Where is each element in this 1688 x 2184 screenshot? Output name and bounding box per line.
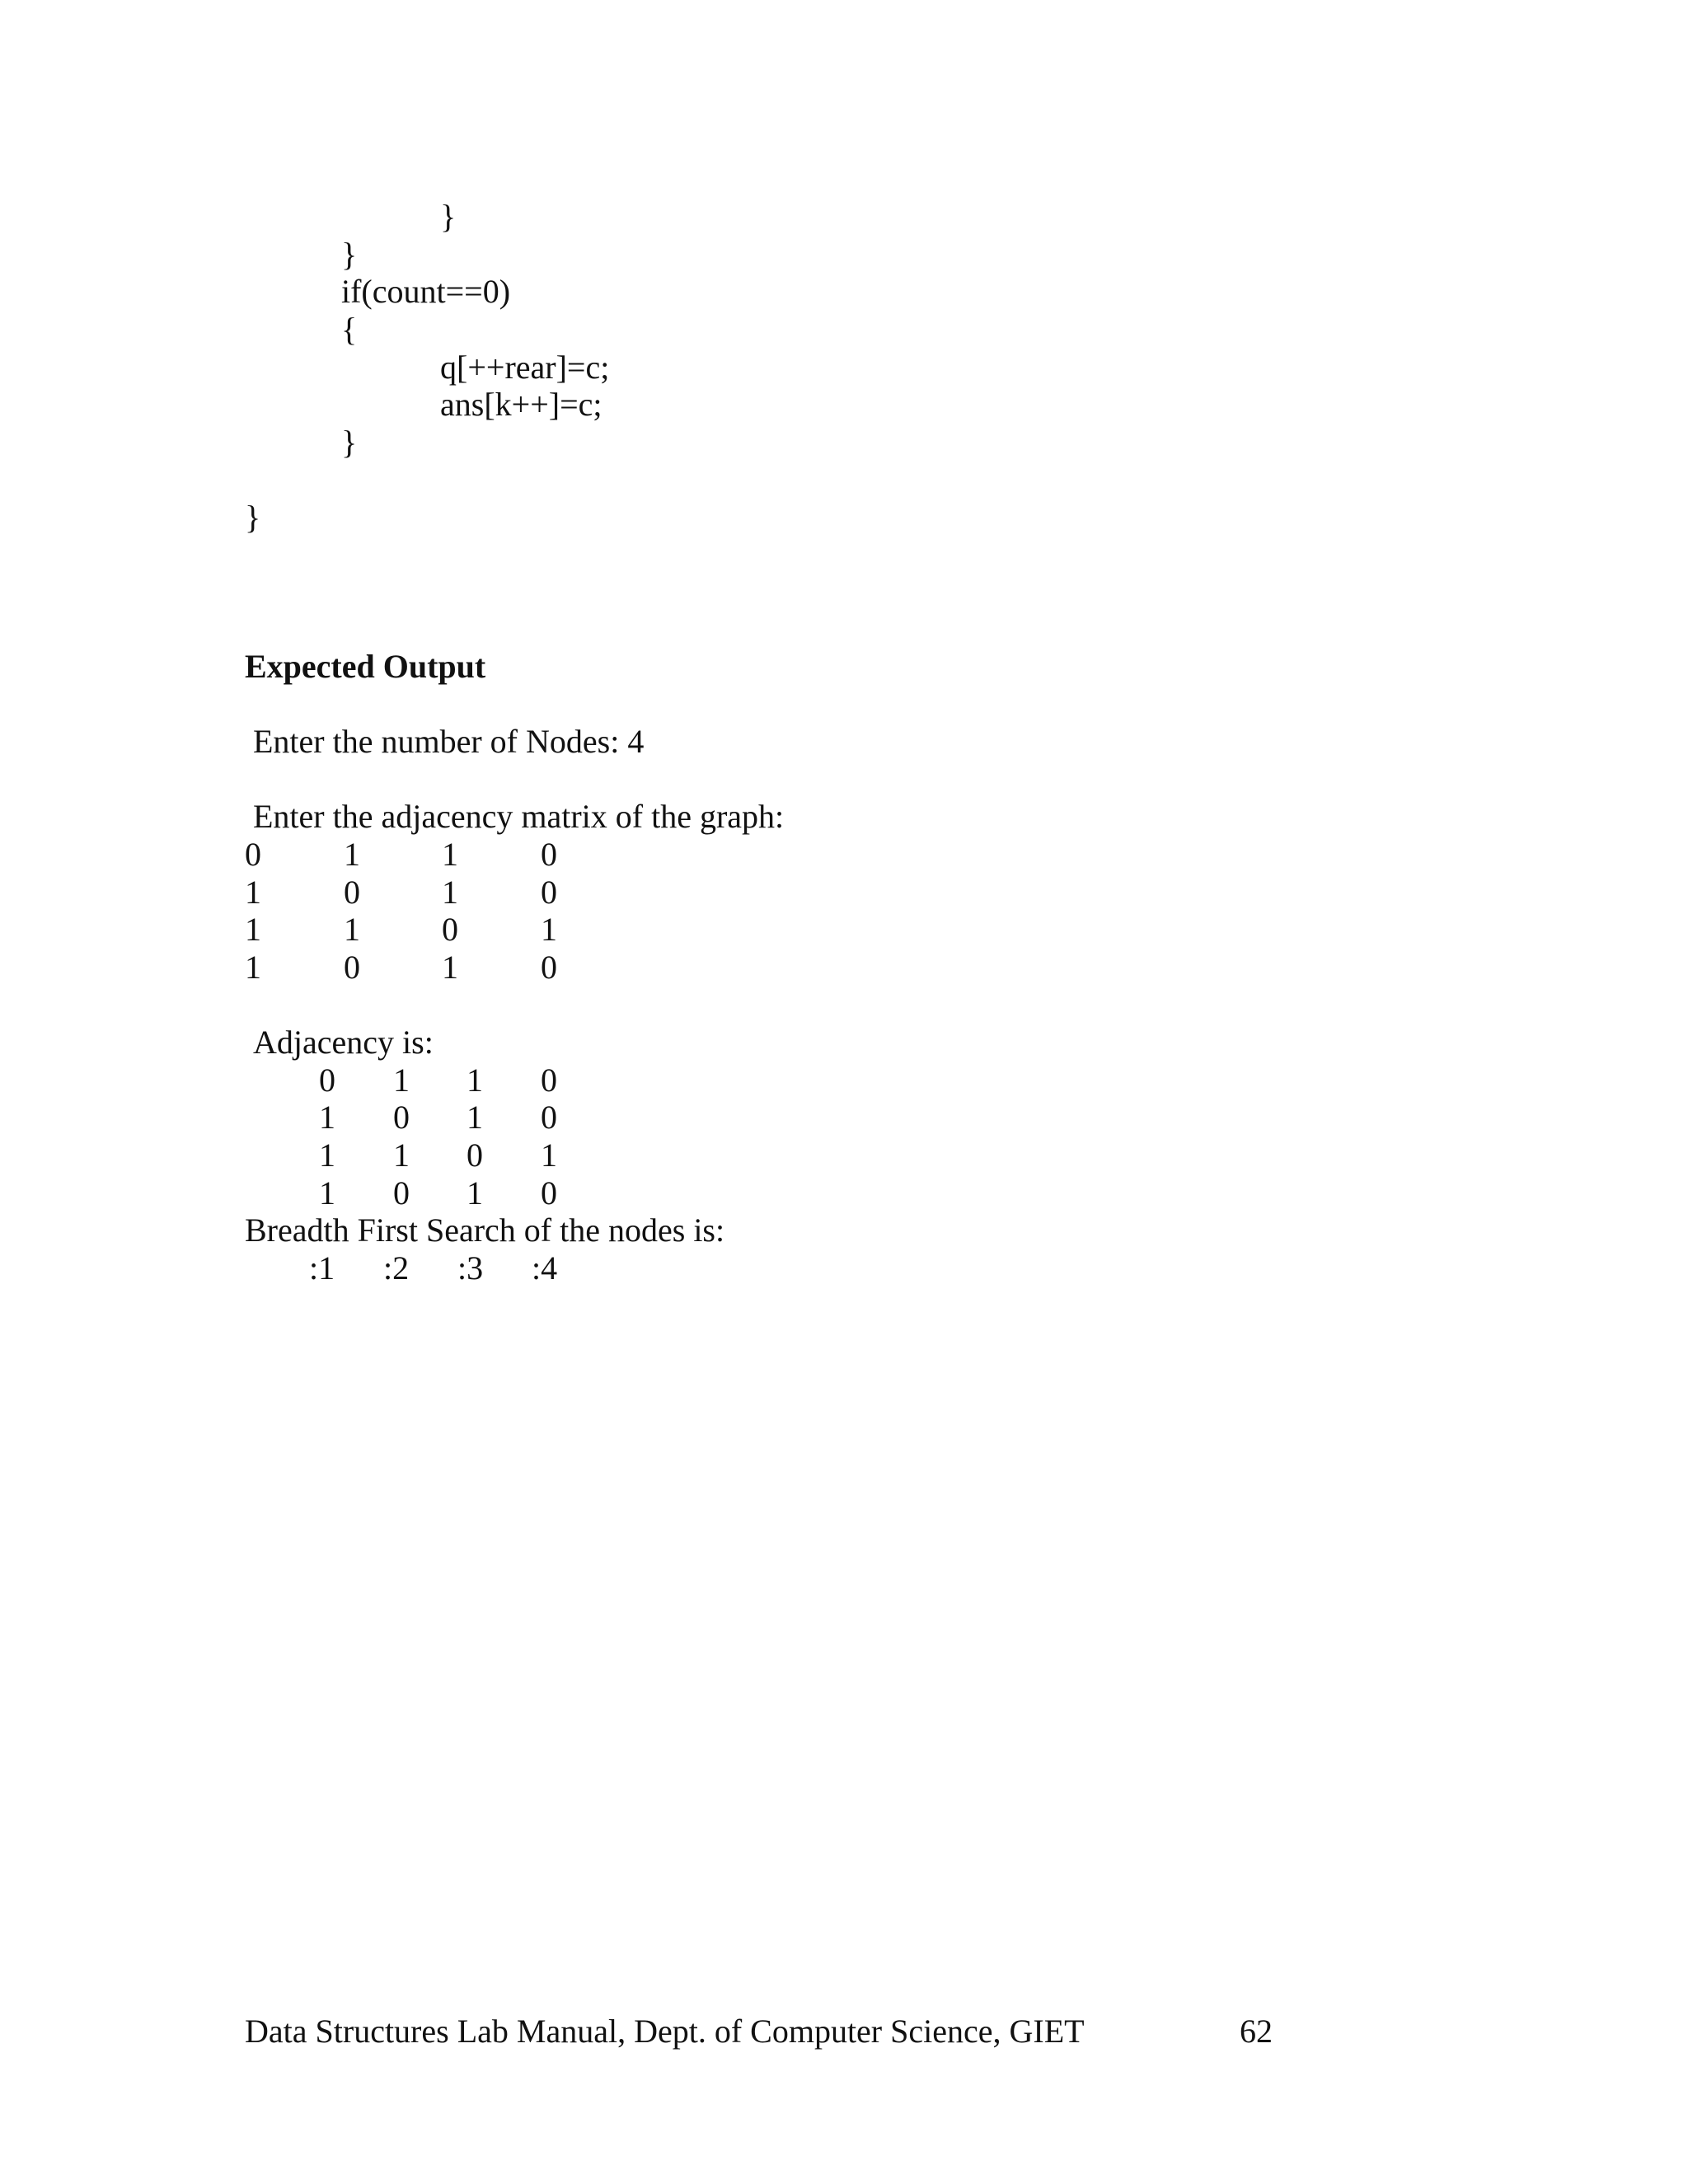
matrix-cell: 0: [541, 836, 557, 873]
bfs-label: Breadth First Search of the nodes is:: [245, 1212, 725, 1249]
code-line: }: [341, 424, 358, 461]
matrix-cell: 1: [319, 1174, 335, 1212]
matrix-cell: 1: [245, 949, 261, 986]
matrix-cell: 0: [393, 1099, 410, 1136]
matrix-cell: 0: [467, 1137, 483, 1174]
page-number: 62: [1240, 2013, 1273, 2050]
section-heading: Expected Output: [245, 648, 486, 685]
matrix-prompt: Enter the adjacency matrix of the graph:: [253, 798, 785, 835]
matrix-cell: 0: [541, 949, 557, 986]
code-line: if(count==0): [341, 273, 511, 310]
code-line: }: [440, 198, 457, 235]
nodes-prompt: Enter the number of Nodes: 4: [253, 723, 645, 760]
matrix-cell: 1: [344, 836, 360, 873]
bfs-node: :1: [309, 1249, 335, 1286]
matrix-cell: 0: [319, 1062, 335, 1099]
matrix-cell: 0: [344, 874, 360, 911]
code-line: ans[k++]=c;: [440, 386, 603, 423]
matrix-cell: 1: [344, 911, 360, 948]
matrix-cell: 1: [541, 911, 557, 948]
matrix-cell: 0: [245, 836, 261, 873]
matrix-cell: 1: [442, 949, 458, 986]
matrix-cell: 1: [393, 1137, 410, 1174]
matrix-cell: 1: [442, 836, 458, 873]
matrix-cell: 0: [393, 1174, 410, 1212]
matrix-cell: 1: [467, 1062, 483, 1099]
bfs-node: :3: [457, 1249, 484, 1286]
matrix-cell: 1: [467, 1099, 483, 1136]
matrix-cell: 0: [541, 874, 557, 911]
matrix-cell: 0: [344, 949, 360, 986]
matrix-cell: 1: [245, 874, 261, 911]
bfs-node: :4: [532, 1249, 558, 1286]
footer-text: Data Structures Lab Manual, Dept. of Computer Science, GIET: [245, 2013, 1085, 2050]
matrix-cell: 1: [442, 874, 458, 911]
matrix-cell: 1: [393, 1062, 410, 1099]
matrix-cell: 0: [541, 1099, 557, 1136]
matrix-cell: 0: [442, 911, 458, 948]
code-line: {: [341, 311, 358, 348]
code-line: }: [341, 236, 358, 273]
code-line: q[++rear]=c;: [440, 349, 610, 386]
matrix-cell: 0: [541, 1174, 557, 1212]
code-line: }: [245, 499, 261, 536]
matrix-cell: 1: [319, 1099, 335, 1136]
matrix-cell: 1: [245, 911, 261, 948]
matrix-cell: 0: [541, 1062, 557, 1099]
matrix-cell: 1: [319, 1137, 335, 1174]
adjacency-label: Adjacency is:: [253, 1024, 434, 1061]
matrix-cell: 1: [541, 1137, 557, 1174]
matrix-cell: 1: [467, 1174, 483, 1212]
bfs-node: :2: [383, 1249, 410, 1286]
